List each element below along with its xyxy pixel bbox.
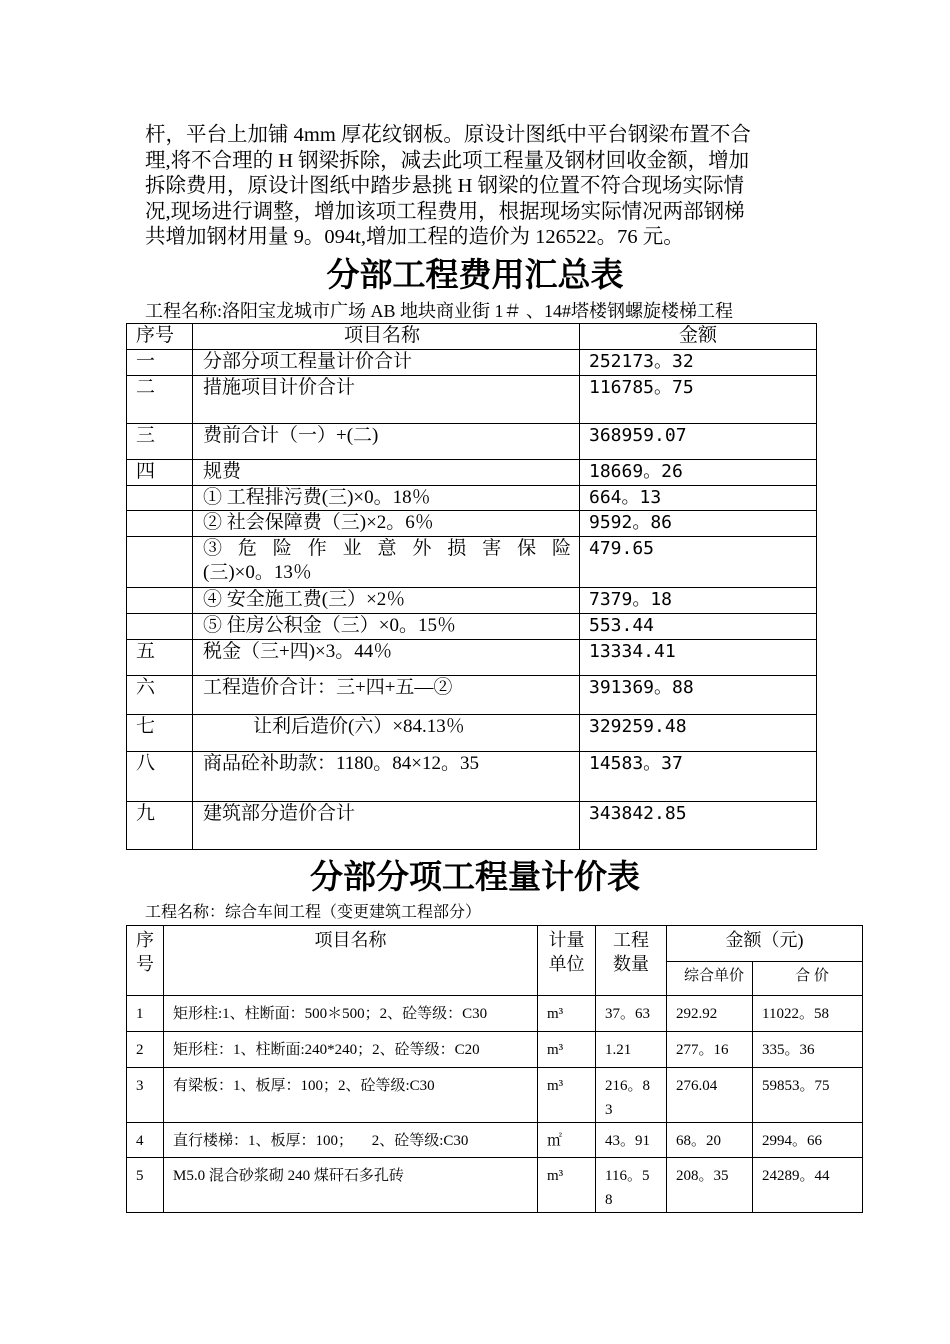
row-name: 商品砼补助款：1180。84×12。35 (193, 752, 580, 802)
row-number (127, 614, 193, 640)
header-text: 序 (136, 930, 154, 950)
row-number: 九 (127, 802, 193, 850)
pricing-project-name: 工程名称：综合车间工程（变更建筑工程部分） (145, 904, 482, 921)
row-unit-price: 277。16 (667, 1032, 753, 1068)
row-total: 24289。44 (753, 1158, 863, 1213)
header-cell: 项目名称 (193, 324, 580, 350)
row-amount: 479.65 (580, 537, 817, 588)
header-cell-amount: 金额（元) (667, 926, 863, 962)
row-qty (596, 1123, 667, 1158)
row-name-line: ③ 危 险 作 业 意 外 损 害 保 险 (203, 538, 571, 559)
intro-line: 拆除费用，原设计图纸中踏步悬挑 H 钢梁的位置不符合现场实际情 (145, 175, 745, 197)
row-name: M5.0 混合砂浆砌 240 煤矸石多孔砖 (164, 1158, 538, 1213)
row-amount: 13334.41 (580, 640, 817, 676)
row-number: 五 (127, 640, 193, 676)
table-row (127, 752, 817, 802)
row-number: 5 (127, 1158, 164, 1213)
table-row (127, 1032, 863, 1068)
row-total: 59853。75 (753, 1068, 863, 1123)
row-name: 让利后造价(六）×84.13％ (193, 715, 580, 752)
row-qty-line: 37。63 (605, 1006, 651, 1022)
header-cell: 序号 (127, 324, 193, 350)
row-name-line: (三)×0。13％ (203, 562, 312, 583)
row-total: 2994。66 (753, 1123, 863, 1158)
header-cell-qty (596, 926, 667, 996)
table-row (127, 460, 817, 486)
row-name: ⑤ 住房公积金（三）×0。15％ (193, 614, 580, 640)
row-name: ④ 安全施工费(三）×2％ (193, 588, 580, 614)
row-unit: m³ (538, 996, 596, 1032)
table-header-row (127, 324, 817, 350)
row-qty-line: 1.21 (605, 1042, 632, 1058)
table-row (127, 588, 817, 614)
table-row (127, 376, 817, 424)
header-text: 工程 (613, 930, 649, 950)
header-text: 数量 (613, 954, 649, 974)
intro-line: 杆，平台上加铺 4mm 厚花纹钢板。原设计图纸中平台钢梁布置不合 (145, 124, 751, 146)
header-cell-total: 合 价 (753, 962, 863, 996)
row-name: 有梁板：1、板厚：100；2、砼等级:C30 (164, 1068, 538, 1123)
row-amount: 343842.85 (580, 802, 817, 850)
row-amount: 7379。18 (580, 588, 817, 614)
row-amount: 14583。37 (580, 752, 817, 802)
header-text: 号 (136, 954, 154, 974)
row-name: 建筑部分造价合计 (193, 802, 580, 850)
row-amount: 9592。86 (580, 511, 817, 537)
table-row (127, 640, 817, 676)
table-row (127, 715, 817, 752)
row-qty-line: 3 (605, 1102, 613, 1118)
table-header-row (127, 926, 863, 962)
table-row (127, 614, 817, 640)
row-number: 四 (127, 460, 193, 486)
summary-title: 分部工程费用汇总表 (326, 255, 624, 294)
row-number: 三 (127, 424, 193, 460)
row-amount: 553.44 (580, 614, 817, 640)
row-unit: ㎡ (538, 1123, 596, 1158)
header-text: 单位 (548, 954, 585, 974)
intro-line: 理,将不合理的 H 钢梁拆除，减去此项工程量及钢材回收金额，增加 (145, 149, 750, 172)
header-cell-unit-price: 综合单价 (667, 962, 753, 996)
row-unit: m³ (538, 1032, 596, 1068)
table-row (127, 1158, 863, 1213)
row-number: 一 (127, 350, 193, 376)
row-qty-line: 216。8 (605, 1078, 651, 1094)
table-row (127, 511, 817, 537)
table-row (127, 1123, 863, 1158)
row-name: 矩形柱:1、柱断面：500＊500；2、砼等级：C30 (164, 996, 538, 1032)
row-name (193, 537, 580, 588)
row-number: 2 (127, 1032, 164, 1068)
row-qty (596, 996, 667, 1032)
summary-table (126, 323, 817, 850)
row-amount: 329259.48 (580, 715, 817, 752)
header-text: 计量 (548, 930, 585, 950)
row-number: 六 (127, 676, 193, 715)
row-unit-price: 68。20 (667, 1123, 753, 1158)
row-number (127, 537, 193, 588)
header-cell-no (127, 926, 164, 996)
row-number (127, 588, 193, 614)
intro-paragraph (145, 123, 815, 251)
row-name: 直行楼梯：1、板厚：100； 2、砼等级:C30 (164, 1123, 538, 1158)
row-name: 规费 (193, 460, 580, 486)
table-row (127, 996, 863, 1032)
row-qty-line: 8 (605, 1192, 613, 1208)
header-cell-name: 项目名称 (164, 926, 538, 996)
row-unit-price: 292.92 (667, 996, 753, 1032)
row-name: 分部分项工程量计价合计 (193, 350, 580, 376)
row-unit: m³ (538, 1068, 596, 1123)
pricing-title: 分部分项工程量计价表 (310, 857, 640, 896)
row-number: 八 (127, 752, 193, 802)
row-number: 七 (127, 715, 193, 752)
row-name: ① 工程排污费(三)×0。18％ (193, 486, 580, 511)
row-qty (596, 1032, 667, 1068)
row-number: 4 (127, 1123, 164, 1158)
row-unit-price: 208。35 (667, 1158, 753, 1213)
table-row (127, 1068, 863, 1123)
header-cell-unit (538, 926, 596, 996)
row-number: 1 (127, 996, 164, 1032)
table-row (127, 424, 817, 460)
header-cell: 金额 (580, 324, 817, 350)
row-number: 二 (127, 376, 193, 424)
row-name: ② 社会保障费（三)×2。6％ (193, 511, 580, 537)
row-unit-price: 276.04 (667, 1068, 753, 1123)
row-amount: 368959.07 (580, 424, 817, 460)
row-name: 费前合计（一）+(二) (193, 424, 580, 460)
table-row (127, 802, 817, 850)
row-qty-line: 43。91 (605, 1133, 651, 1149)
row-unit: m³ (538, 1158, 596, 1213)
row-name: 工程造价合计：三+四+五—② (193, 676, 580, 715)
intro-line: 共增加钢材用量 9。094t,增加工程的造价为 126522。76 元。 (145, 226, 684, 248)
row-total: 335。36 (753, 1032, 863, 1068)
row-name: 矩形柱：1、柱断面:240*240；2、砼等级：C20 (164, 1032, 538, 1068)
row-name: 措施项目计价合计 (193, 376, 580, 424)
row-amount: 252173。32 (580, 350, 817, 376)
row-number (127, 511, 193, 537)
row-number (127, 486, 193, 511)
table-row (127, 350, 817, 376)
row-amount: 391369。88 (580, 676, 817, 715)
row-amount: 664。13 (580, 486, 817, 511)
row-qty-line: 116。5 (605, 1168, 650, 1184)
table-row (127, 486, 817, 511)
pricing-table (126, 925, 863, 1213)
row-name: 税金（三+四)×3。44％ (193, 640, 580, 676)
table-row (127, 676, 817, 715)
row-amount: 116785。75 (580, 376, 817, 424)
intro-line: 况,现场进行调整，增加该项工程费用，根据现场实际情况两部钢梯 (145, 200, 745, 223)
row-number: 3 (127, 1068, 164, 1123)
summary-project-name: 工程名称:洛阳宝龙城市广场 AB 地块商业街 1＃ 、14#塔楼钢螺旋楼梯工程 (145, 301, 734, 321)
row-qty (596, 1068, 667, 1123)
row-qty (596, 1158, 667, 1213)
row-amount: 18669。26 (580, 460, 817, 486)
row-total: 11022。58 (753, 996, 863, 1032)
table-row (127, 537, 817, 588)
